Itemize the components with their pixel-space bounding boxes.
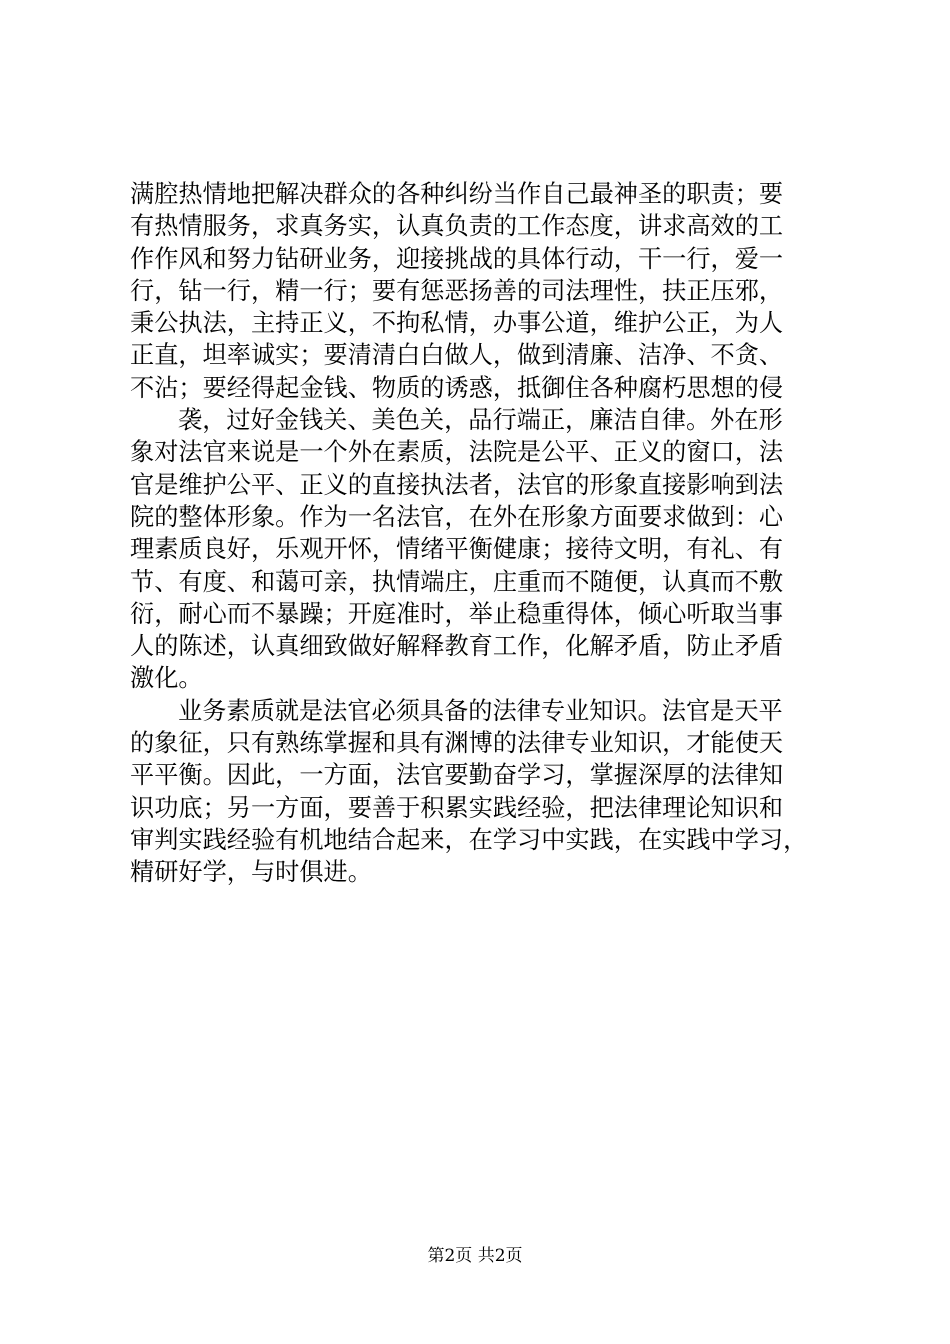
text-line: 不沾；要经得起金钱、物质的诱惑，抵御住各种腐朽思想的侵 — [130, 373, 784, 402]
text-line: 业务素质就是法官必须具备的法律专业知识。法官是天平 — [178, 696, 783, 725]
text-line: 袭，过好金钱关、美色关，品行端正，廉洁自律。外在形 — [178, 406, 783, 435]
text-line: 正直，坦率诚实；要清清白白做人，做到清廉、洁净、不贪、 — [130, 341, 784, 370]
text-line: 衍，耐心而不暴躁；开庭准时，举止稳重得体，倾心听取当事 — [130, 599, 784, 628]
text-line: 象对法官来说是一个外在素质，法院是公平、正义的窗口，法 — [130, 438, 784, 467]
text-line: 理素质良好，乐观开怀，情绪平衡健康；接待文明，有礼、有 — [130, 535, 784, 564]
text-line: 的象征，只有熟练掌握和具有渊博的法律专业知识，才能使天 — [130, 729, 784, 758]
text-line: 行，钻一行，精一行；要有惩恶扬善的司法理性，扶正压邪， — [130, 276, 784, 305]
text-line: 节、有度、和蔼可亲，执情端庄，庄重而不随便，认真而不敷 — [130, 567, 784, 596]
text-line: 平平衡。因此，一方面，法官要勤奋学习，掌握深厚的法律知 — [130, 761, 784, 790]
text-line: 精研好学，与时俱进。 — [130, 858, 372, 887]
text-line: 人的陈述，认真细致做好解释教育工作，化解矛盾，防止矛盾 — [130, 632, 784, 661]
text-line: 审判实践经验有机地结合起来，在学习中实践，在实践中学习， — [130, 825, 808, 854]
text-line: 激化。 — [130, 664, 203, 693]
text-line: 有热情服务，求真务实，认真负责的工作态度，讲求高效的工 — [130, 212, 784, 241]
text-line: 秉公执法，主持正义，不拘私情，办事公道，维护公正，为人 — [130, 309, 784, 338]
text-line: 识功底；另一方面，要善于积累实践经验，把法律理论知识和 — [130, 793, 784, 822]
text-line: 院的整体形象。作为一名法官，在外在形象方面要求做到：心 — [130, 502, 784, 531]
document-body — [130, 178, 830, 889]
text-line: 官是维护公平、正义的直接执法者，法官的形象直接影响到法 — [130, 470, 784, 499]
text-line: 满腔热情地把解决群众的各种纠纷当作自己最神圣的职责；要 — [130, 180, 784, 208]
text-line: 作作风和努力钻研业务，迎接挑战的具体行动，干一行，爱一 — [130, 244, 784, 273]
page-footer: 第2页 共2页 — [427, 1246, 523, 1266]
